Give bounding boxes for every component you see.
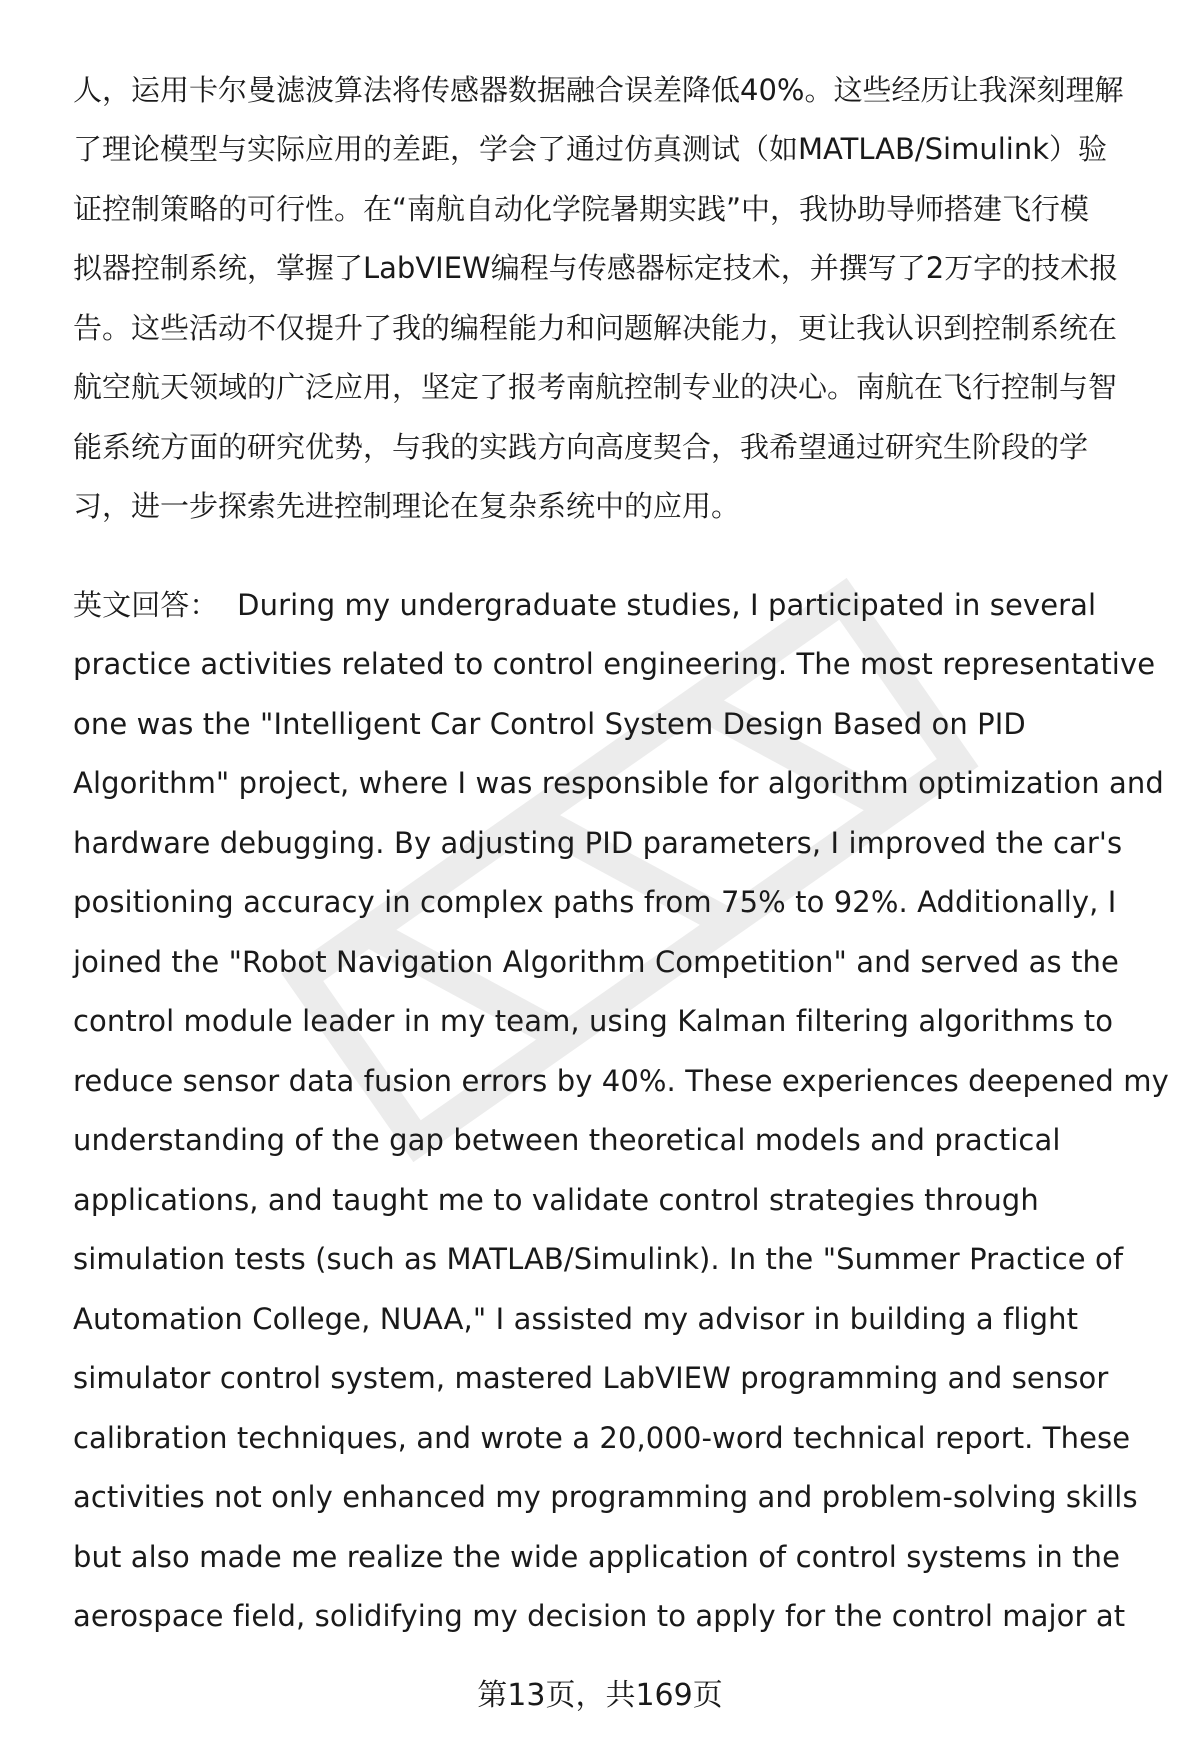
page-number: 第13页，共169页 xyxy=(477,1678,723,1713)
text-line: Automation College, NUAA," I assisted my advisor in building a flight xyxy=(73,1302,1079,1336)
text-line: practice activities related to control engineering. The most representative xyxy=(73,647,1156,681)
text-line: understanding of the gap between theoretical models and practical xyxy=(73,1123,1061,1157)
text-line: 证控制策略的可行性。在“南航自动化学院暑期实践”中，我协助导师搭建飞行模 xyxy=(73,192,1090,226)
text-line: 拟器控制系统，掌握了LabVIEW编程与传感器标定技术，并撰写了2万字的技术报 xyxy=(73,251,1119,285)
text-line: positioning accuracy in complex paths from 75% to 92%. Additionally, I xyxy=(73,885,1117,919)
text-line: but also made me realize the wide application of control systems in the xyxy=(73,1540,1121,1574)
text-line: hardware debugging. By adjusting PID parameters, I improved the car's xyxy=(73,826,1123,860)
text-line: activities not only enhanced my programming and problem-solving skills xyxy=(73,1480,1138,1514)
text-line xyxy=(73,585,1153,625)
text-line: joined the "Robot Navigation Algorithm Competition" and served as the xyxy=(73,945,1119,979)
text-line: 人，运用卡尔曼滤波算法将传感器数据融合误差降低40%。这些经历让我深刻理解 xyxy=(73,73,1124,107)
text-line: aerospace field, solidifying my decision to apply for the control major at xyxy=(73,1599,1126,1633)
text-line: 能系统方面的研究优势，与我的实践方向高度契合，我希望通过研究生阶段的学 xyxy=(73,430,1089,464)
text-line: 告。这些活动不仅提升了我的编程能力和问题解决能力，更让我认识到控制系统在 xyxy=(73,311,1118,345)
text-line: Algorithm" project, where I was responsible for algorithm optimization and xyxy=(73,766,1164,800)
watermark-logo xyxy=(180,520,1080,1220)
text-line: simulation tests (such as MATLAB/Simulink). In the "Summer Practice of xyxy=(73,1242,1124,1276)
text-line: calibration techniques, and wrote a 20,000-word technical report. These xyxy=(73,1421,1131,1455)
text-line: 航空航天领域的广泛应用，坚定了报考南航控制专业的决心。南航在飞行控制与智 xyxy=(73,370,1118,404)
text-line: reduce sensor data fusion errors by 40%. These experiences deepened my xyxy=(73,1064,1169,1098)
text-line: control module leader in my team, using Kalman filtering algorithms to xyxy=(73,1004,1114,1038)
text-line: 习，进一步探索先进控制理论在复杂系统中的应用。 xyxy=(73,489,741,523)
text-line: applications, and taught me to validate control strategies through xyxy=(73,1183,1039,1217)
text-line-content: During my undergraduate studies, I participated in several xyxy=(237,588,1097,622)
text-line: 了理论模型与实际应用的差距，学会了通过仿真测试（如MATLAB/Simulink）验 xyxy=(73,132,1108,166)
text-line: simulator control system, mastered LabVIEW programming and sensor xyxy=(73,1361,1109,1395)
text-line: one was the "Intelligent Car Control System Design Based on PID xyxy=(73,707,1026,741)
english-answer-label: 英文回答： xyxy=(73,588,219,622)
